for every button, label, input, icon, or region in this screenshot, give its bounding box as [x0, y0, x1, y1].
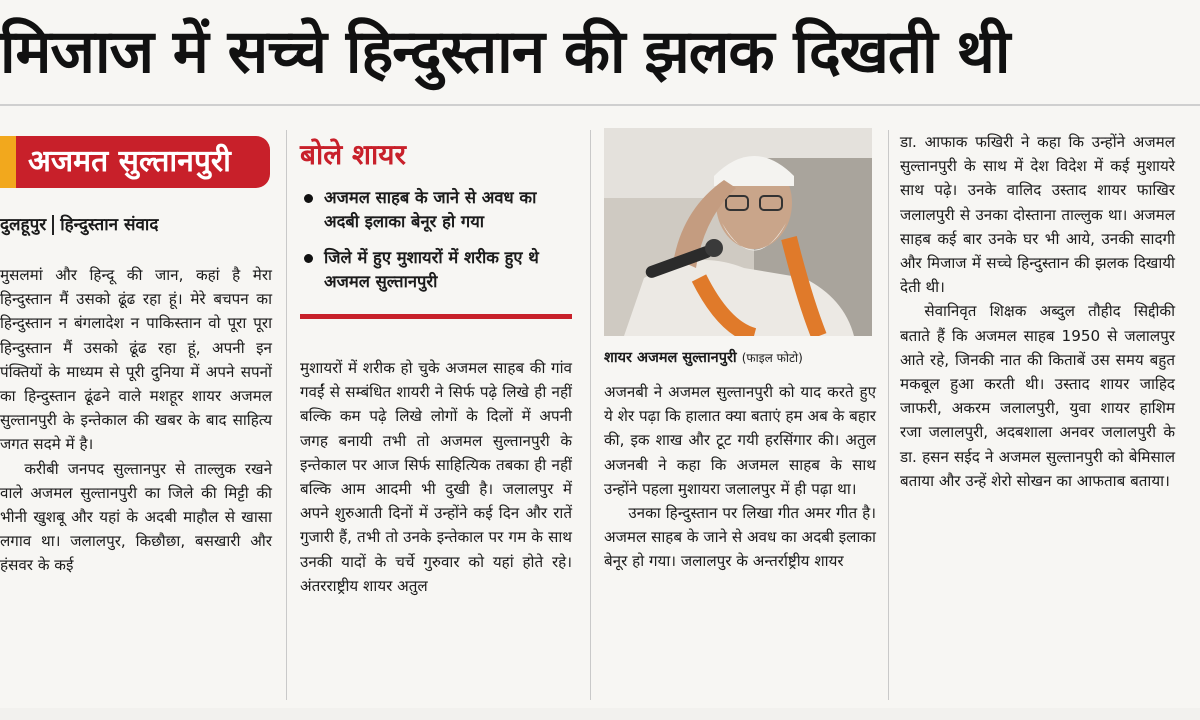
- sidebar-box-title: बोले शायर: [300, 138, 406, 171]
- photo-caption: [604, 346, 876, 370]
- sidebar-box-points: [300, 186, 572, 306]
- dateline-agency: हिन्दुस्तान संवाद: [60, 215, 159, 235]
- sidebar-box-underline: [300, 314, 572, 319]
- headline-rule: [0, 104, 1200, 106]
- paragraph: उनका हिन्दुस्तान पर लिखा गीत अमर गीत है। अजमल साहब के जाने से अवध का अदबी इलाका बेनूर हो गया। जलालपुर के अन्तर्राष्ट्रीय शायर: [604, 504, 876, 571]
- paragraph: मुशायरों में शरीक हो चुके अजमल साहब की गांव गवईं से सम्बंधित शायरी ने सिर्फ पढ़े लिखे ही नहीं बल्कि कम पढ़े लिखे लोगों के दिलों में अपनी जगह बनायी तभी तो अजमल सुल्तानपुरी के इन्तेकाल पर आज सिर्फ साहित्यिक तबका ही नहीं बल्कि आम आदमी भी दुखी है। जलालपुर में अपने शुरुआती दिनों में उन्होंने कई दिन और रातें गुजारी हैं, तभी तो उनके इन्तेकाल पर गम के साथ उनकी यादों के चर्चे गुरुवार को यहां होते रहे। अंतरराष्ट्रीय शायर अतुल: [300, 359, 572, 595]
- article-column-3: [604, 380, 876, 574]
- paragraph: डा. आफाक फखिरी ने कहा कि उन्होंने अजमल सुल्तानपुरी के साथ में देश विदेश में कई मुशायरे साथ पढ़े। उनके वालिद उस्ताद शायर फाखिर जलालपुरी से उनका दोस्ताना ताल्लुक था। अजमल साहब कई बार उनके घर भी आये, उनकी सादगी और मिजाज में सच्चे हिन्दुस्तान की झलक दिखायी देती थी।: [900, 133, 1175, 297]
- sidebar-point: [300, 186, 572, 234]
- article-column-1: [0, 263, 272, 578]
- column-divider: [888, 130, 889, 700]
- dateline-separator: [52, 215, 54, 235]
- article-column-4: [900, 130, 1175, 493]
- byline-tag: [0, 136, 270, 188]
- page-bottom-edge: [0, 708, 1200, 720]
- portrait-photo: [604, 128, 872, 336]
- photo-caption-text: शायर अजमल सुल्तानपुरी: [604, 350, 737, 366]
- column-divider: [590, 130, 591, 700]
- byline-accent-bar: [0, 136, 16, 188]
- paragraph: मुसलमां और हिन्दू की जान, कहां है मेरा हिन्दुस्तान मैं उसको ढूंढ रहा हूं। मेरे बचपन का हिन्दुस्तान न बंगलादेश न पाकिस्तान वो पूरा पूरा हिन्दुस्तान मैं उसको ढूंढ रहा हूं, अपनी इन पंक्तियों के माध्यम से पूरी दुनिया में अपने सपनों का हिन्दुस्तान ढूंढने वाले मशहूर शायर अजमल सुल्तानपुरी के इन्तेकाल की खबर के बाद साहित्य जगत सदमे में है।: [0, 266, 272, 454]
- column-divider: [286, 130, 287, 700]
- paragraph: सेवानिवृत शिक्षक अब्दुल तौहीद सिद्दीकी बताते हैं कि अजमल साहब 1950 से जलालपुर आते रहे, जिनकी नात की किताबें उस समय बहुत मकबूल हुआ करती थी। उस्ताद शायर जाहिद जाफरी, अकरम जलालपुरी, युवा शायर हाशिम रजा जलालपुरी, अदबशाला अनवर जलालपुरी के डा. हसन सईद ने अजमल सुल्तानपुरी को बेमिसाल बताया और उन्हें शेरो सोखन का आफताब बताया।: [900, 302, 1175, 490]
- paragraph: करीबी जनपद सुल्तानपुर से ताल्लुक रखने वाले अजमल सुल्तानपुरी का जिले की मिट्टी की भीनी खुशबू और यहां के अदबी माहौल से खासा लगाव था। जलालपुर, किछौछा, बसखारी और हंसवर के कई: [0, 459, 272, 575]
- sidebar-point-text: जिले में हुए मुशायरों में शरीक हुए थे अजमल सुल्तानपुरी: [324, 248, 539, 291]
- portrait-illustration: [604, 128, 872, 336]
- sidebar-point-text: अजमल साहब के जाने से अवध का अदबी इलाका बेनूर हो गया: [324, 188, 537, 231]
- sidebar-point: [300, 246, 572, 294]
- headline: मिजाज में सच्चे हिन्दुस्तान की झलक दिखती थी: [0, 17, 1010, 87]
- bullet-icon: [304, 254, 313, 263]
- paragraph: अजनबी ने अजमल सुल्तानपुरी को याद करते हुए ये शेर पढ़ा कि हालात क्या बताएं हम अब के बहार की, इक शाख और टूट गयी हरसिंगार की। अतुल अजनबी ने कहा कि अजमल साहब के साथ उन्होंने पहला मुशायरा जलालपुर में ही पढ़ा था।: [604, 383, 876, 498]
- bullet-icon: [304, 194, 313, 203]
- dateline-place: दुलहूपुर: [0, 215, 47, 235]
- photo-caption-note: (फाइल फोटो): [741, 351, 803, 365]
- article-column-2: [300, 356, 572, 598]
- byline-name: अजमत सुल्तानपुरी: [28, 144, 231, 179]
- dateline: [0, 210, 270, 240]
